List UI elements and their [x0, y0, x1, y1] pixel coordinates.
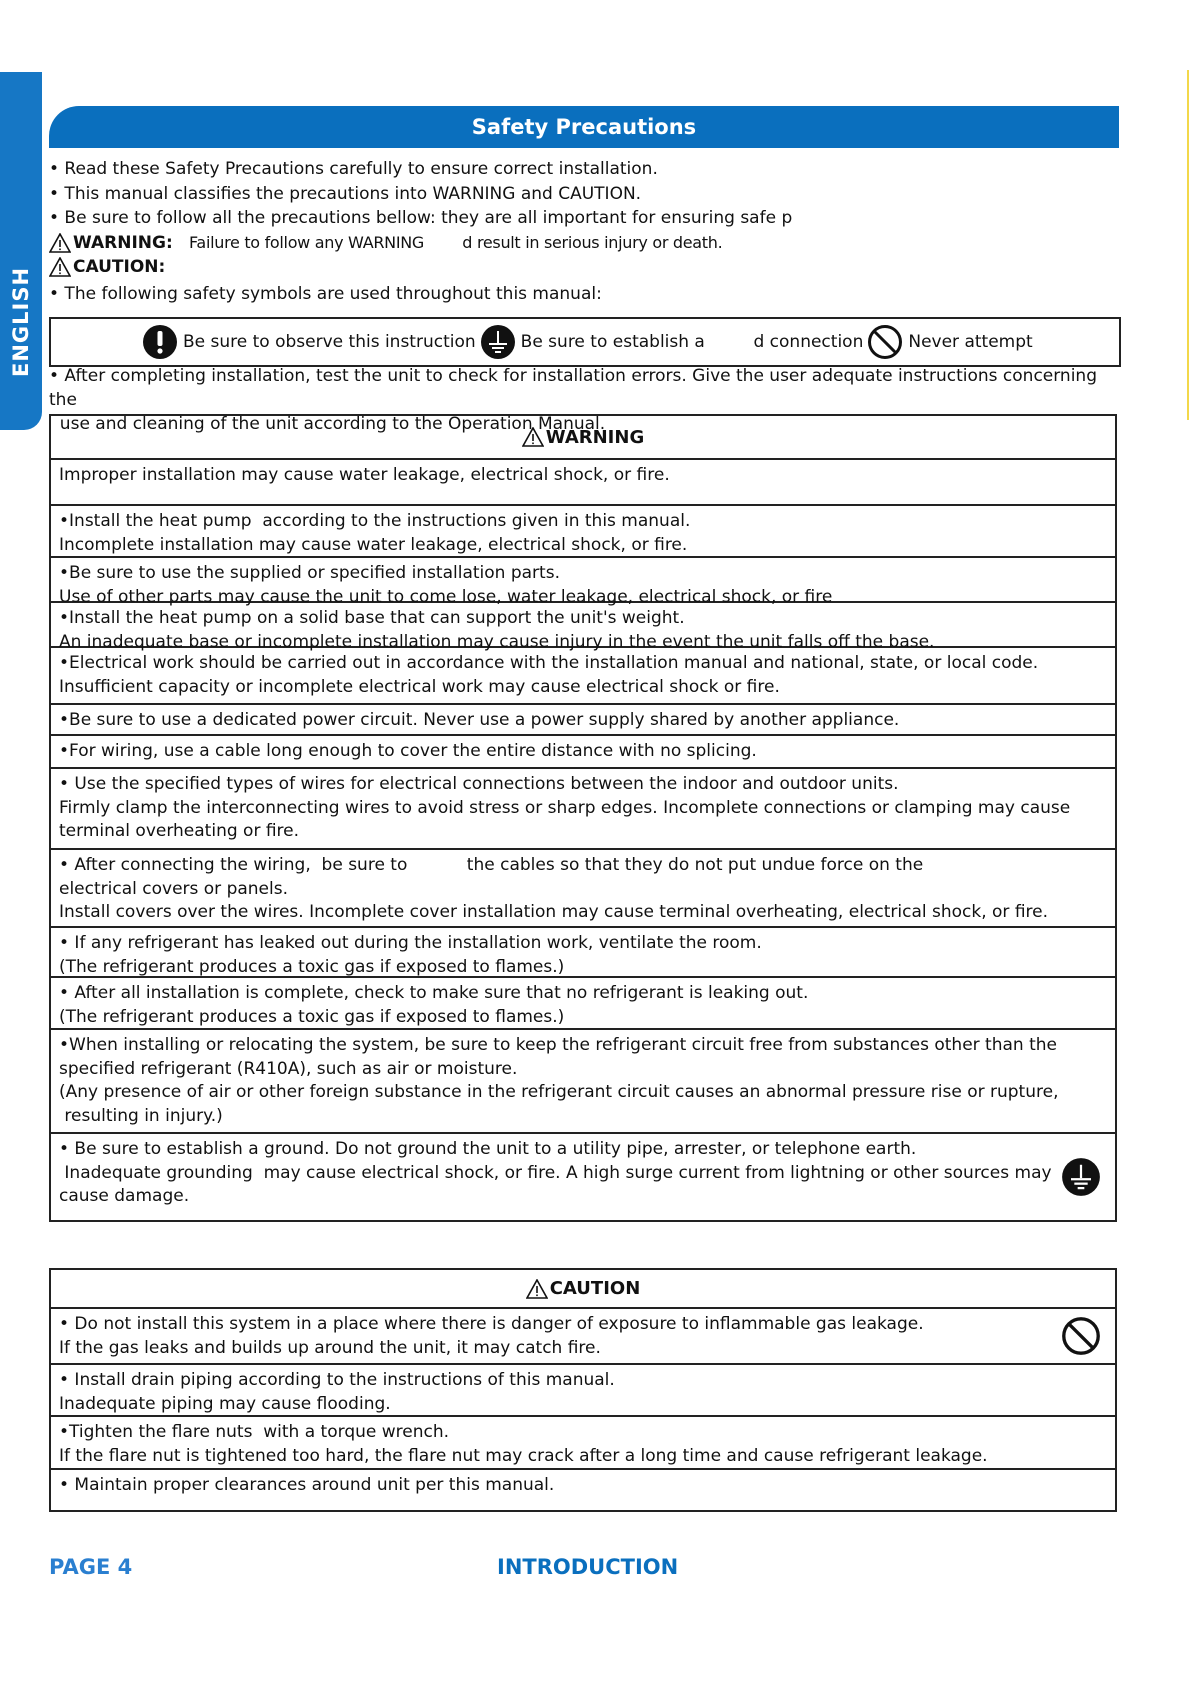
intro-line: • This manual classifies the precautions into WARNING and CAUTION. [49, 183, 642, 204]
row-text: cause damage. [59, 1186, 190, 1206]
row-text: • After all installation is complete, check to make sure that no refrigerant is leaking out. [59, 983, 809, 1003]
row-text: •Install the heat pump according to the instructions given in this manual. [59, 511, 691, 531]
symbols-intro: • The following safety symbols are used throughout this manual: [49, 283, 602, 304]
row-text: •Tighten the flare nuts with a torque wrench. [59, 1422, 450, 1442]
after-install-line: • After completing installation, test the unit to check for installation errors. Give the user adequate instructions concerning the [49, 366, 1097, 410]
warning-table [49, 414, 1117, 1222]
caution-definition [49, 255, 1119, 280]
row-text: •Electrical work should be carried out in accordance with the installation manual and national, state, or local code. [59, 653, 1039, 673]
ground-icon [480, 324, 516, 360]
section-title-bar [49, 106, 1119, 148]
row-text: Install covers over the wires. Incomplete cover installation may cause terminal overheating, electrical shock, or fire. [59, 902, 1049, 922]
row-text: (The refrigerant produces a toxic gas if exposed to flames.) [59, 1006, 565, 1027]
row-text: If the flare nut is tightened too hard, the flare nut may crack after a long time and cause refrigerant leakage. [59, 1445, 988, 1466]
row-text: • Use the specified types of wires for electrical connections between the indoor and outdoor units. [59, 774, 899, 794]
after-install-line: use and cleaning of the unit according to the Operation Manual. [49, 414, 606, 434]
row-text: • If any refrigerant has leaked out during the installation work, ventilate the room. [59, 933, 762, 953]
symbol-ground-label: Be sure to establish a d connection [520, 332, 864, 352]
row-text: (The refrigerant produces a toxic gas if exposed to flames.) [59, 956, 565, 977]
row-text: Insufficient capacity or incomplete electrical work may cause electrical shock or fire. [59, 676, 780, 697]
intro-block [49, 157, 1119, 306]
table-row [51, 1030, 1115, 1134]
row-text: electrical covers or panels. [59, 878, 288, 899]
row-text: Use of other parts may cause the unit to come lose, water leakage, electrical shock, or fire [59, 586, 833, 607]
language-label: ENGLISH [9, 266, 33, 378]
caution-table-title: CAUTION [549, 1278, 641, 1299]
warning-table-title: WARNING [545, 426, 645, 448]
symbol-legend-box [49, 317, 1121, 367]
row-text: •Install the heat pump on a solid base that can support the unit's weight. [59, 608, 685, 628]
table-row [51, 850, 1115, 928]
row-text: •For wiring, use a cable long enough to cover the entire distance with no splicing. [59, 741, 757, 761]
table-row [51, 603, 1115, 652]
warning-triangle-icon [522, 427, 544, 447]
row-text: Improper installation may cause water leakage, electrical shock, or fire. [59, 465, 670, 485]
warning-text: Failure to follow any WARNING d result in serious injury or death. [189, 232, 723, 252]
caution-table-header [51, 1270, 1115, 1309]
section-name: INTRODUCTION [497, 1555, 679, 1579]
row-text: Inadequate grounding may cause electrical shock, or fire. A high surge current from lightning or other sources may [59, 1162, 1052, 1183]
row-text: • After connecting the wiring, be sure to the cables so that they do not put undue force on the [59, 855, 924, 875]
row-text: •When installing or relocating the system, be sure to keep the refrigerant circuit free from substances other than the [59, 1035, 1057, 1055]
page-title: Safety Precautions [471, 115, 697, 139]
table-row [51, 460, 1115, 506]
table-row [51, 705, 1115, 736]
row-text: terminal overheating or fire. [59, 821, 300, 841]
row-text: An inadequate base or incomplete installation may cause injury in the event the unit falls off the base. [59, 631, 935, 652]
row-text: specified refrigerant (R410A), such as air or moisture. [59, 1058, 518, 1079]
row-text: If the gas leaks and builds up around the unit, it may catch fire. [59, 1337, 601, 1358]
row-text: •Be sure to use the supplied or specified installation parts. [59, 563, 560, 583]
table-row [51, 978, 1115, 1030]
table-row [51, 648, 1115, 705]
table-row [51, 928, 1115, 978]
intro-line: • Read these Safety Precautions carefully to ensure correct installation. [49, 159, 658, 179]
warning-definition [49, 231, 1119, 256]
exclamation-icon [142, 324, 178, 360]
row-text: •Be sure to use a dedicated power circuit. Never use a power supply shared by another appliance. [59, 710, 900, 730]
row-text: Firmly clamp the interconnecting wires to avoid stress or sharp edges. Incomplete connections or clamping may cause [59, 797, 1071, 818]
table-row [51, 1134, 1115, 1220]
caution-triangle-icon [49, 257, 71, 277]
caution-triangle-icon [526, 1279, 548, 1299]
row-text: • Install drain piping according to the instructions of this manual. [59, 1370, 615, 1390]
page-number: PAGE 4 [49, 1555, 133, 1579]
caution-table [49, 1268, 1117, 1512]
row-text: • Do not install this system in a place where there is danger of exposure to inflammable gas leakage. [59, 1314, 924, 1334]
warning-triangle-icon [49, 233, 71, 253]
row-text: Inadequate piping may cause flooding. [59, 1393, 391, 1414]
row-text: Incomplete installation may cause water leakage, electrical shock, or fire. [59, 534, 688, 555]
symbol-never-label: Never attempt [908, 332, 1033, 352]
edge-line [1187, 70, 1189, 420]
table-row [51, 736, 1115, 769]
intro-line: • Be sure to follow all the precautions bellow: they are all important for ensuring safe p [49, 208, 793, 228]
table-row [51, 506, 1115, 558]
prohibit-icon [1061, 1316, 1101, 1356]
row-text: • Be sure to establish a ground. Do not ground the unit to a utility pipe, arrester, or telephone earth. [59, 1139, 917, 1159]
table-row [51, 1309, 1115, 1365]
warning-table-header [51, 416, 1115, 460]
prohibit-icon [867, 324, 903, 360]
symbol-observe-label: Be sure to observe this instruction [183, 332, 476, 352]
ground-icon [1061, 1157, 1101, 1197]
language-side-tab [0, 72, 42, 430]
table-row [51, 1470, 1115, 1510]
row-text: (Any presence of air or other foreign substance in the refrigerant circuit causes an abnormal pressure rise or rupture, [59, 1082, 1059, 1102]
row-text: • Maintain proper clearances around unit per this manual. [59, 1475, 555, 1495]
table-row [51, 1365, 1115, 1417]
table-row [51, 1417, 1115, 1470]
row-text: resulting in injury.) [59, 1105, 223, 1126]
table-row [51, 769, 1115, 850]
caution-label: CAUTION: [73, 257, 166, 277]
table-row [51, 558, 1115, 607]
warning-label: WARNING: [73, 232, 173, 253]
